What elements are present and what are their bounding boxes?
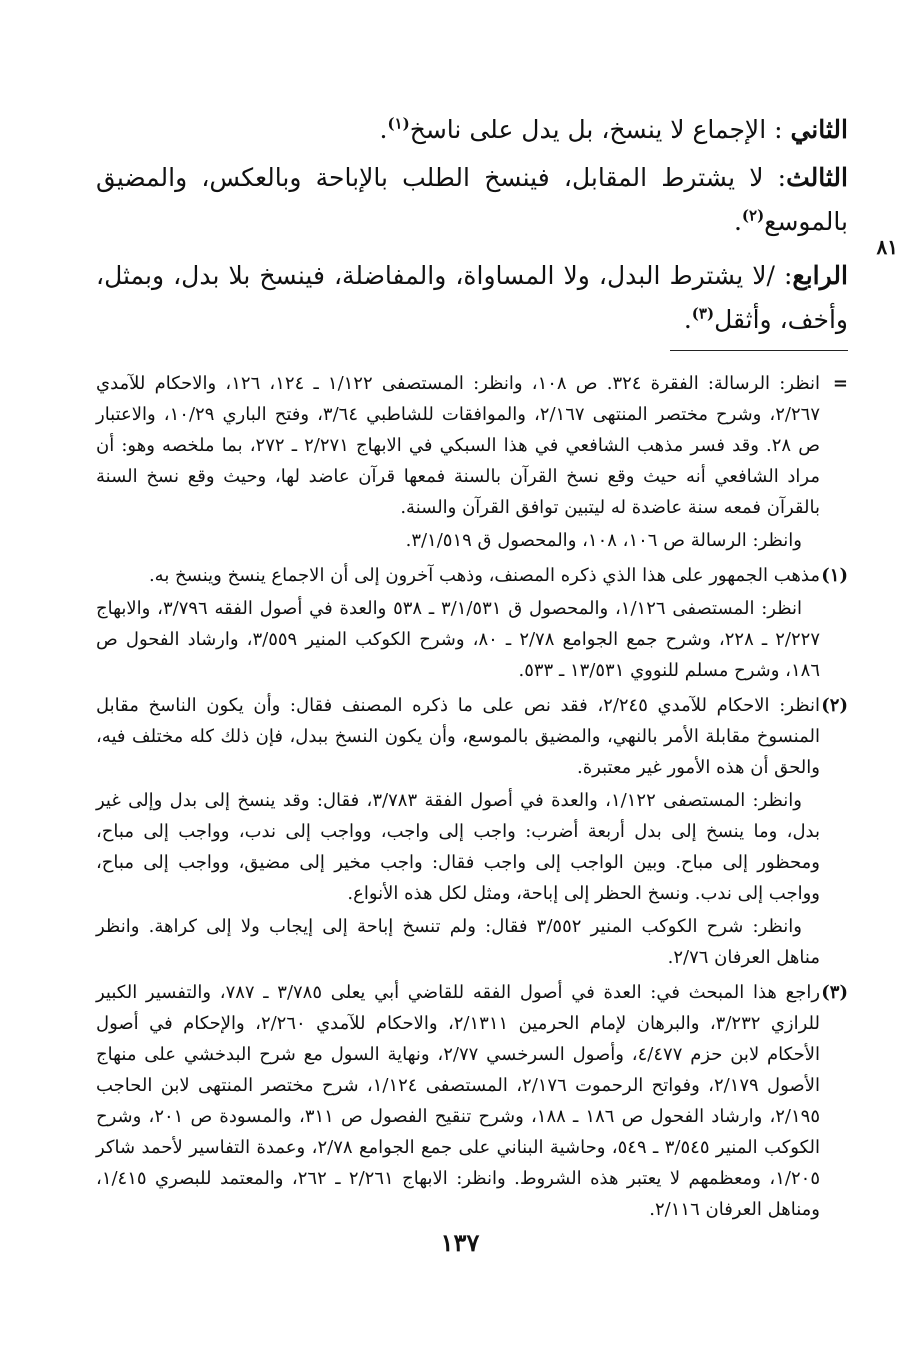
paragraph-text: : لا يشترط المقابل، فينسخ الطلب بالإباحة وبالعكس، والمضيق بالموسع (96, 163, 848, 236)
footnote-mark: = (832, 373, 848, 394)
footnote-subtext: وانظر: المستصفى ١/١٢٢، والعدة في أصول الفقة ٣/٧٨٣، فقال: وقد ينسخ إلى بدل وإلى غير بدل، وما ينسخ إلى بدل أربعة أضرب: واجب إلى واجب، وواجب إلى ندب، وواجب إلى مباح، ومحظور إلى مباح. وبين الواجب إلى واجب فقال: واجب مخير إلى مضيق، وواجب إلى مباح، وواجب إلى ندب. ونسخ الحظر إلى إباحة، ومثل لكل هذه الأنواع. (96, 790, 820, 904)
footnote-1 (96, 560, 848, 686)
footnote-3 (96, 977, 848, 1225)
footnote-reference: (٣) (691, 304, 715, 323)
footnote-2 (96, 690, 848, 973)
main-text (96, 108, 848, 342)
paragraph-fourth: الرابع: /لا يشترط البدل، ولا المساواة، والمفاضلة، فينسخ بلا بدل، وبمثل، وأخف، وأثقل$^{(٣)}$. (96, 261, 848, 334)
paragraph-second: الثاني : الإجماع لا ينسخ، بل يدل على ناسخ$^{(١)}$. (379, 114, 848, 144)
footnote-reference: (١) (387, 114, 410, 133)
footnote-text: انظر: الرسالة: الفقرة ٣٢٤. ص ١٠٨، وانظر: المستصفى ١/١٢٢ ـ ١٢٤، ١٢٦، والاحكام للآمدي ٢/٢٦٧، وشرح مختصر المنتهى ٢/١٦٧، والموافقات للشاطبي ٣/٦٤، وفتح الباري ١٠/٢٩، والاعتبار ص ٢٨. وقد فسر مذهب الشافعي في هذا السبكي في الابهاج ٢/٢٧١ ـ ٢٧٢، بما ملخصه وهو: أن مراد الشافعي أنه حيث وقع نسخ القرآن بالسنة فمعها قرآن عاضد لها، وحيث وقع نسخ السنة بالقرآن فمعه سنة عاضدة له ليتبين توافق القرآن والسنة. (96, 373, 821, 518)
footnote-reference: (٢) (741, 206, 765, 225)
paragraph-third: الثالث: لا يشترط المقابل، فينسخ الطلب بالإباحة وبالعكس، والمضيق بالموسع$^{(٢)}$. (96, 163, 848, 236)
footnote-text: انظر: الاحكام للآمدي ٢/٢٤٥، فقد نص على ما ذكره المصنف فقال: وأن يكون الناسخ مقابل المنسوخ مقابلة الأمر بالنهي، والمضيق بالموسع، وأن يكون النسخ ببدل، فإن ذلك كله مختلف فيه، والحق أن هذه الأمور غير معتبرة. (96, 695, 820, 778)
paragraph-lead: الرابع (792, 261, 848, 290)
footnote-subtext: وانظر: الرسالة ص ١٠٦، ١٠٨، والمحصول ق ٣/١/٥١٩. (405, 530, 802, 551)
footnote-divider (670, 350, 848, 351)
footnote-subtext: وانظر: شرح الكوكب المنير ٣/٥٥٢ فقال: ولم تنسخ إباحة إلى إيجاب ولا إلى كراهة. وانظر مناهل العرفان ٢/٧٦. (96, 916, 820, 968)
paragraph-lead: الثاني (790, 115, 848, 144)
margin-page-number: ٨١ (876, 235, 898, 259)
footnote-mark: (١) (821, 565, 848, 586)
page-number: ١٣٧ (440, 1228, 480, 1257)
footnote-mark: (٣) (821, 982, 848, 1003)
footnote-continuation (96, 368, 848, 556)
paragraph-text: : الإجماع لا ينسخ، بل يدل على ناسخ (409, 115, 791, 144)
footnote-text: مذهب الجمهور على هذا الذي ذكره المصنف، وذهب آخرون إلى أن الاجماع ينسخ وينسخ به. (148, 565, 820, 586)
footnote-subtext: انظر: المستصفى ١/١٢٦، والمحصول ق ٣/١/٥٣١ ـ ٥٣٨ والعدة في أصول الفقه ٣/٧٩٦، والابهاج ٢/٢٢٧ ـ ٢٢٨، وشرح جمع الجوامع ٢/٧٨ ـ ٨٠، وشرح الكوكب المنير ٣/٥٥٩، وارشاد الفحول ص ١٨٦، وشرح مسلم للنووي ١٣/٥٣١ ـ ٥٣٣. (96, 598, 821, 681)
footnote-mark: (٢) (821, 695, 848, 716)
footnotes (96, 368, 848, 1229)
paragraph-text: : /لا يشترط البدل، ولا المساواة، والمفاضلة، فينسخ بلا بدل، وبمثل، وأخف، وأثقل (96, 261, 848, 334)
paragraph-lead: الثالث (786, 163, 848, 192)
footnote-text: راجع هذا المبحث في: العدة في أصول الفقه للقاضي أبي يعلى ٣/٧٨٥ ـ ٧٨٧، والتفسير الكبير للرازي ٣/٢٣٢، والبرهان لإمام الحرمين ٢/١٣١١، والاحكام للآمدي ٢/٢٦٠، والإحكام في أصول الأحكام لابن حزم ٤/٤٧٧، وأصول السرخسي ٢/٧٧، ونهاية السول مع شرح البدخشي على منهاج الأصول ٢/١٧٩، وفواتح الرحموت ٢/١٧٦، المستصفى ١/١٢٤، شرح مختصر المنتهى لابن الحاجب ٢/١٩٥، وارشاد الفحول ص ١٨٦ ـ ١٨٨، وشرح تنقيح الفصول ص ٣١١، والمسودة ص ٢٠١، وشرح الكوكب المنير ٣/٥٤٥ ـ ٥٤٩، وحاشية البناني على جمع الجوامع ٢/٧٨، وعمدة التفاسير لأحمد شاكر ١/٢٠٥، ومعظمهم لا يعتبر هذه الشروط. وانظر: الابهاج ٢/٢٦١ ـ ٢٦٢، والمعتمد للبصري ١/٤١٥، ومناهل العرفان ٢/١١٦. (96, 982, 821, 1220)
